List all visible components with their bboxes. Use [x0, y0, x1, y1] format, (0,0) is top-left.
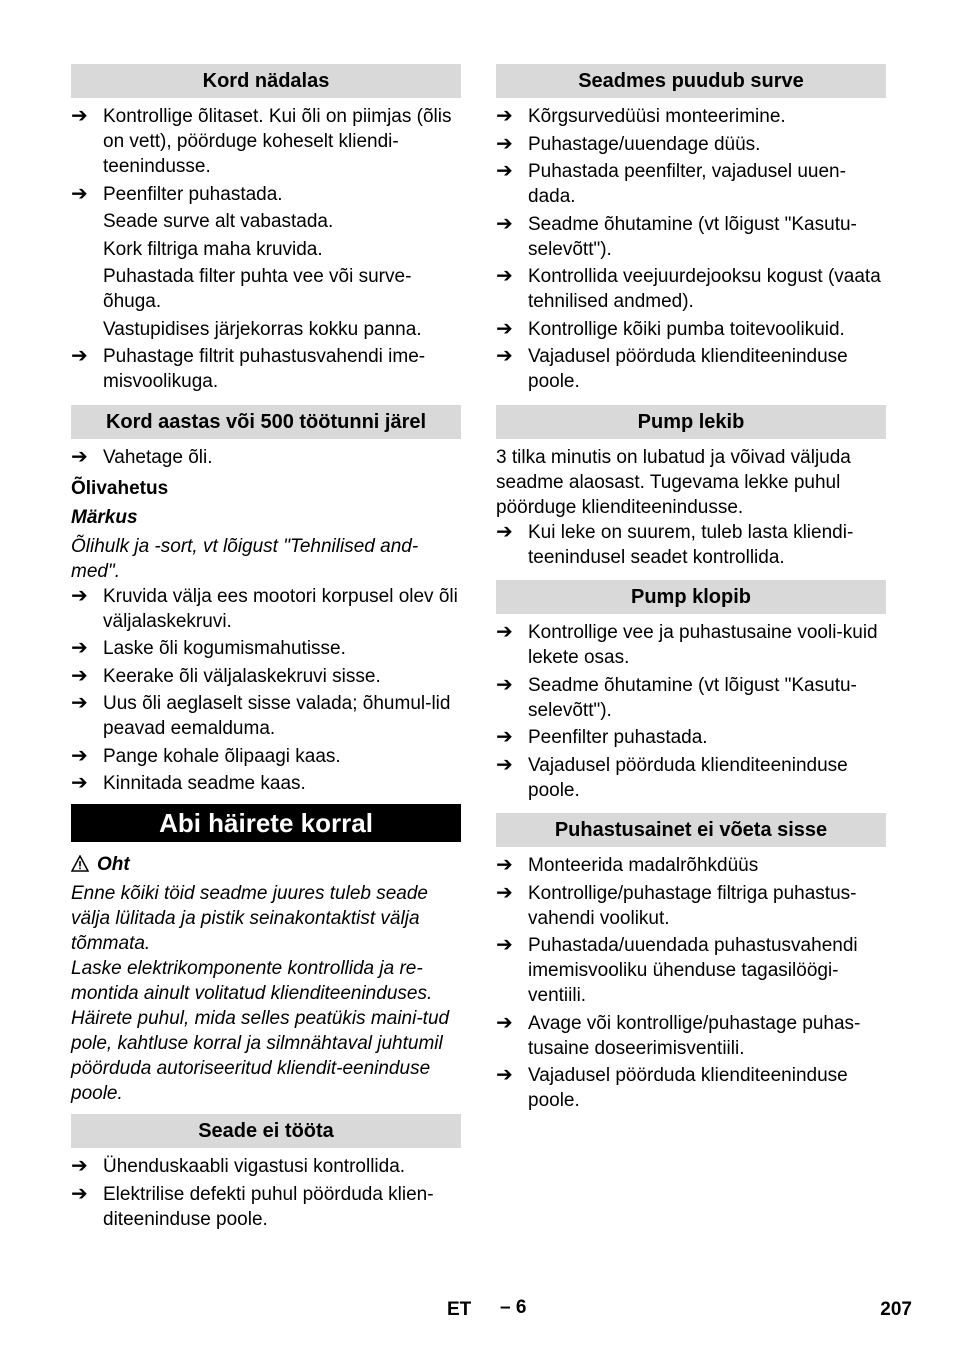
arrow-right-icon: ➔	[496, 1064, 513, 1086]
arrow-right-icon: ➔	[71, 182, 88, 205]
arrow-right-icon: ➔	[496, 345, 513, 367]
warning-label: Oht	[71, 852, 461, 877]
list-item: ➔ Kinnitada seadme kaas.	[71, 772, 306, 794]
list-item: ➔ Monteerida madalrõhkdüüs	[496, 854, 759, 876]
arrow-right-icon: ➔	[71, 105, 88, 127]
warning-text: Häirete puhul, mida selles peatükis maini-tud pole, kahtluse korral ja silmnähtaval juhtumil pöörduda autoriseeritud kliendit-eeninduse poole.	[71, 1008, 450, 1104]
arrow-right-icon: ➔	[496, 726, 513, 748]
list-item: ➔ Seadme õhutamine (vt lõigust "Kasutu-selevõtt").	[496, 212, 857, 260]
list-item: ➔ Elektrilise defekti puhul pöörduda klien-diteeninduse poole.	[71, 1182, 434, 1230]
list-item: ➔ Kõrgsurvedüüsi monteerimine.	[496, 105, 786, 127]
list-item: ➔ Uus õli aeglaselt sisse valada; õhumul-lid peavad eemalduma.	[71, 692, 451, 739]
list-item: ➔ Puhastage/uuendage düüs.	[496, 132, 761, 155]
arrow-right-icon: ➔	[71, 584, 88, 607]
section-heading-pump-leaks: Pump lekib	[496, 405, 886, 439]
list-item: ➔ Kontrollige kõiki pumba toitevoolikuid.	[496, 317, 845, 340]
list-item: ➔ Kui leke on suurem, tuleb lasta kliendi-teenindusel seadet kontrollida.	[496, 520, 854, 568]
list-item: ➔ Keerake õli väljalaskekruvi sisse.	[71, 664, 381, 687]
footer-language: ET	[447, 1299, 472, 1320]
list-item: ➔ Kontrollige õlitaset. Kui õli on piimjas (õlis on vett), pöörduge koheselt kliendi-teenindusse.	[71, 105, 452, 177]
arrow-right-icon: ➔	[496, 621, 513, 643]
chapter-title: Abi häirete korral	[71, 804, 461, 842]
list-item: ➔ Pange kohale õlipaagi kaas.	[71, 744, 341, 767]
warning-text: Enne kõiki töid seadme juures tuleb seade välja lülitada ja pistik seinakontaktist välja tõmmata.	[71, 883, 429, 954]
list-continuation: Vastupidises järjekorras kokku panna.	[103, 318, 422, 340]
list-item: ➔ Laske õli kogumismahutisse.	[71, 637, 346, 659]
arrow-right-icon: ➔	[496, 934, 513, 956]
section-heading-not-working: Seade ei tööta	[71, 1114, 461, 1148]
paragraph: 3 tilka minutis on lubatud ja võivad väljuda seadme alaosast. Tugevama lekke puhul pöörduge klienditeenindusse.	[496, 446, 851, 518]
arrow-right-icon: ➔	[71, 772, 88, 794]
subheading-oil-change: Õlivahetus	[71, 477, 169, 499]
footer-section-page: – 6	[500, 1297, 527, 1318]
arrow-right-icon: ➔	[496, 673, 513, 696]
warning-text: Laske elektrikomponente kontrollida ja re-montida ainult volitatud klienditeeninduses.	[71, 958, 433, 1004]
arrow-right-icon: ➔	[496, 520, 513, 543]
arrow-right-icon: ➔	[496, 265, 513, 287]
list-item: ➔ Vajadusel pöörduda klienditeeninduse poole.	[496, 1064, 848, 1111]
section-heading-detergent-not-drawn: Puhastusainet ei võeta sisse	[496, 813, 886, 847]
arrow-right-icon: ➔	[71, 664, 88, 687]
list-continuation: Kork filtriga maha kruvida.	[103, 238, 323, 260]
arrow-right-icon: ➔	[496, 105, 513, 127]
list-item: ➔ Vajadusel pöörduda klienditeeninduse poole.	[496, 345, 848, 392]
warning-triangle-icon	[71, 855, 89, 872]
arrow-right-icon: ➔	[496, 160, 513, 182]
left-column	[71, 64, 461, 1234]
list-item: ➔ Peenfilter puhastada.	[496, 726, 708, 748]
list-item: ➔ Vahetage õli.	[71, 445, 213, 468]
note-text: Õlihulk ja -sort, vt lõigust "Tehnilised and-med".	[71, 535, 419, 582]
note-label: Märkus	[71, 506, 138, 528]
arrow-right-icon: ➔	[71, 445, 88, 468]
arrow-right-icon: ➔	[496, 881, 513, 904]
arrow-right-icon: ➔	[71, 1155, 88, 1177]
list-continuation: Puhastada filter puhta vee või surve-õhuga.	[103, 266, 412, 312]
list-item: ➔ Avage või kontrollige/puhastage puhas-tusaine doseerimisventiili.	[496, 1011, 861, 1059]
list-item: ➔ Puhastada/uuendada puhastusvahendi imemisvooliku ühenduse tagasilöögi-ventiili.	[496, 934, 858, 1006]
section-heading-weekly: Kord nädalas	[71, 64, 461, 98]
list-item: ➔ Vajadusel pöörduda klienditeeninduse poole.	[496, 753, 848, 801]
list-item: ➔ Kontrollige vee ja puhastusaine vooli-kuid lekete osas.	[496, 621, 878, 668]
list-item: ➔ Kontrollige/puhastage filtriga puhastus-vahendi voolikut.	[496, 881, 857, 929]
arrow-right-icon: ➔	[71, 692, 88, 714]
list-continuation: Seade surve alt vabastada.	[103, 211, 334, 232]
arrow-right-icon: ➔	[71, 1182, 88, 1205]
section-heading-no-pressure: Seadmes puudub surve	[496, 64, 886, 98]
list-item: ➔ Ühenduskaabli vigastusi kontrollida.	[71, 1155, 406, 1177]
footer-page-number: 207	[880, 1299, 912, 1320]
arrow-right-icon: ➔	[71, 637, 88, 659]
section-heading-yearly: Kord aastas või 500 töötunni järel	[71, 405, 461, 439]
arrow-right-icon: ➔	[496, 753, 513, 776]
list-item: ➔ Puhastada peenfilter, vajadusel uuen-dada.	[496, 160, 846, 207]
arrow-right-icon: ➔	[496, 317, 513, 340]
list-item: ➔ Peenfilter puhastada.	[71, 182, 283, 205]
arrow-right-icon: ➔	[496, 854, 513, 876]
right-column	[496, 64, 886, 1116]
arrow-right-icon: ➔	[71, 744, 88, 767]
list-item: ➔ Seadme õhutamine (vt lõigust "Kasutu-selevõtt").	[496, 673, 857, 721]
arrow-right-icon: ➔	[496, 1011, 513, 1034]
list-item: ➔ Kruvida välja ees mootori korpusel olev õli väljalaskekruvi.	[71, 584, 458, 632]
list-item: ➔ Kontrollida veejuurdejooksu kogust (vaata tehnilised andmed).	[496, 265, 881, 312]
arrow-right-icon: ➔	[496, 132, 513, 155]
arrow-right-icon: ➔	[496, 212, 513, 235]
section-heading-pump-knocks: Pump klopib	[496, 580, 886, 614]
list-item: ➔ Puhastage filtrit puhastusvahendi ime-misvoolikuga.	[71, 345, 426, 392]
arrow-right-icon: ➔	[71, 345, 88, 367]
